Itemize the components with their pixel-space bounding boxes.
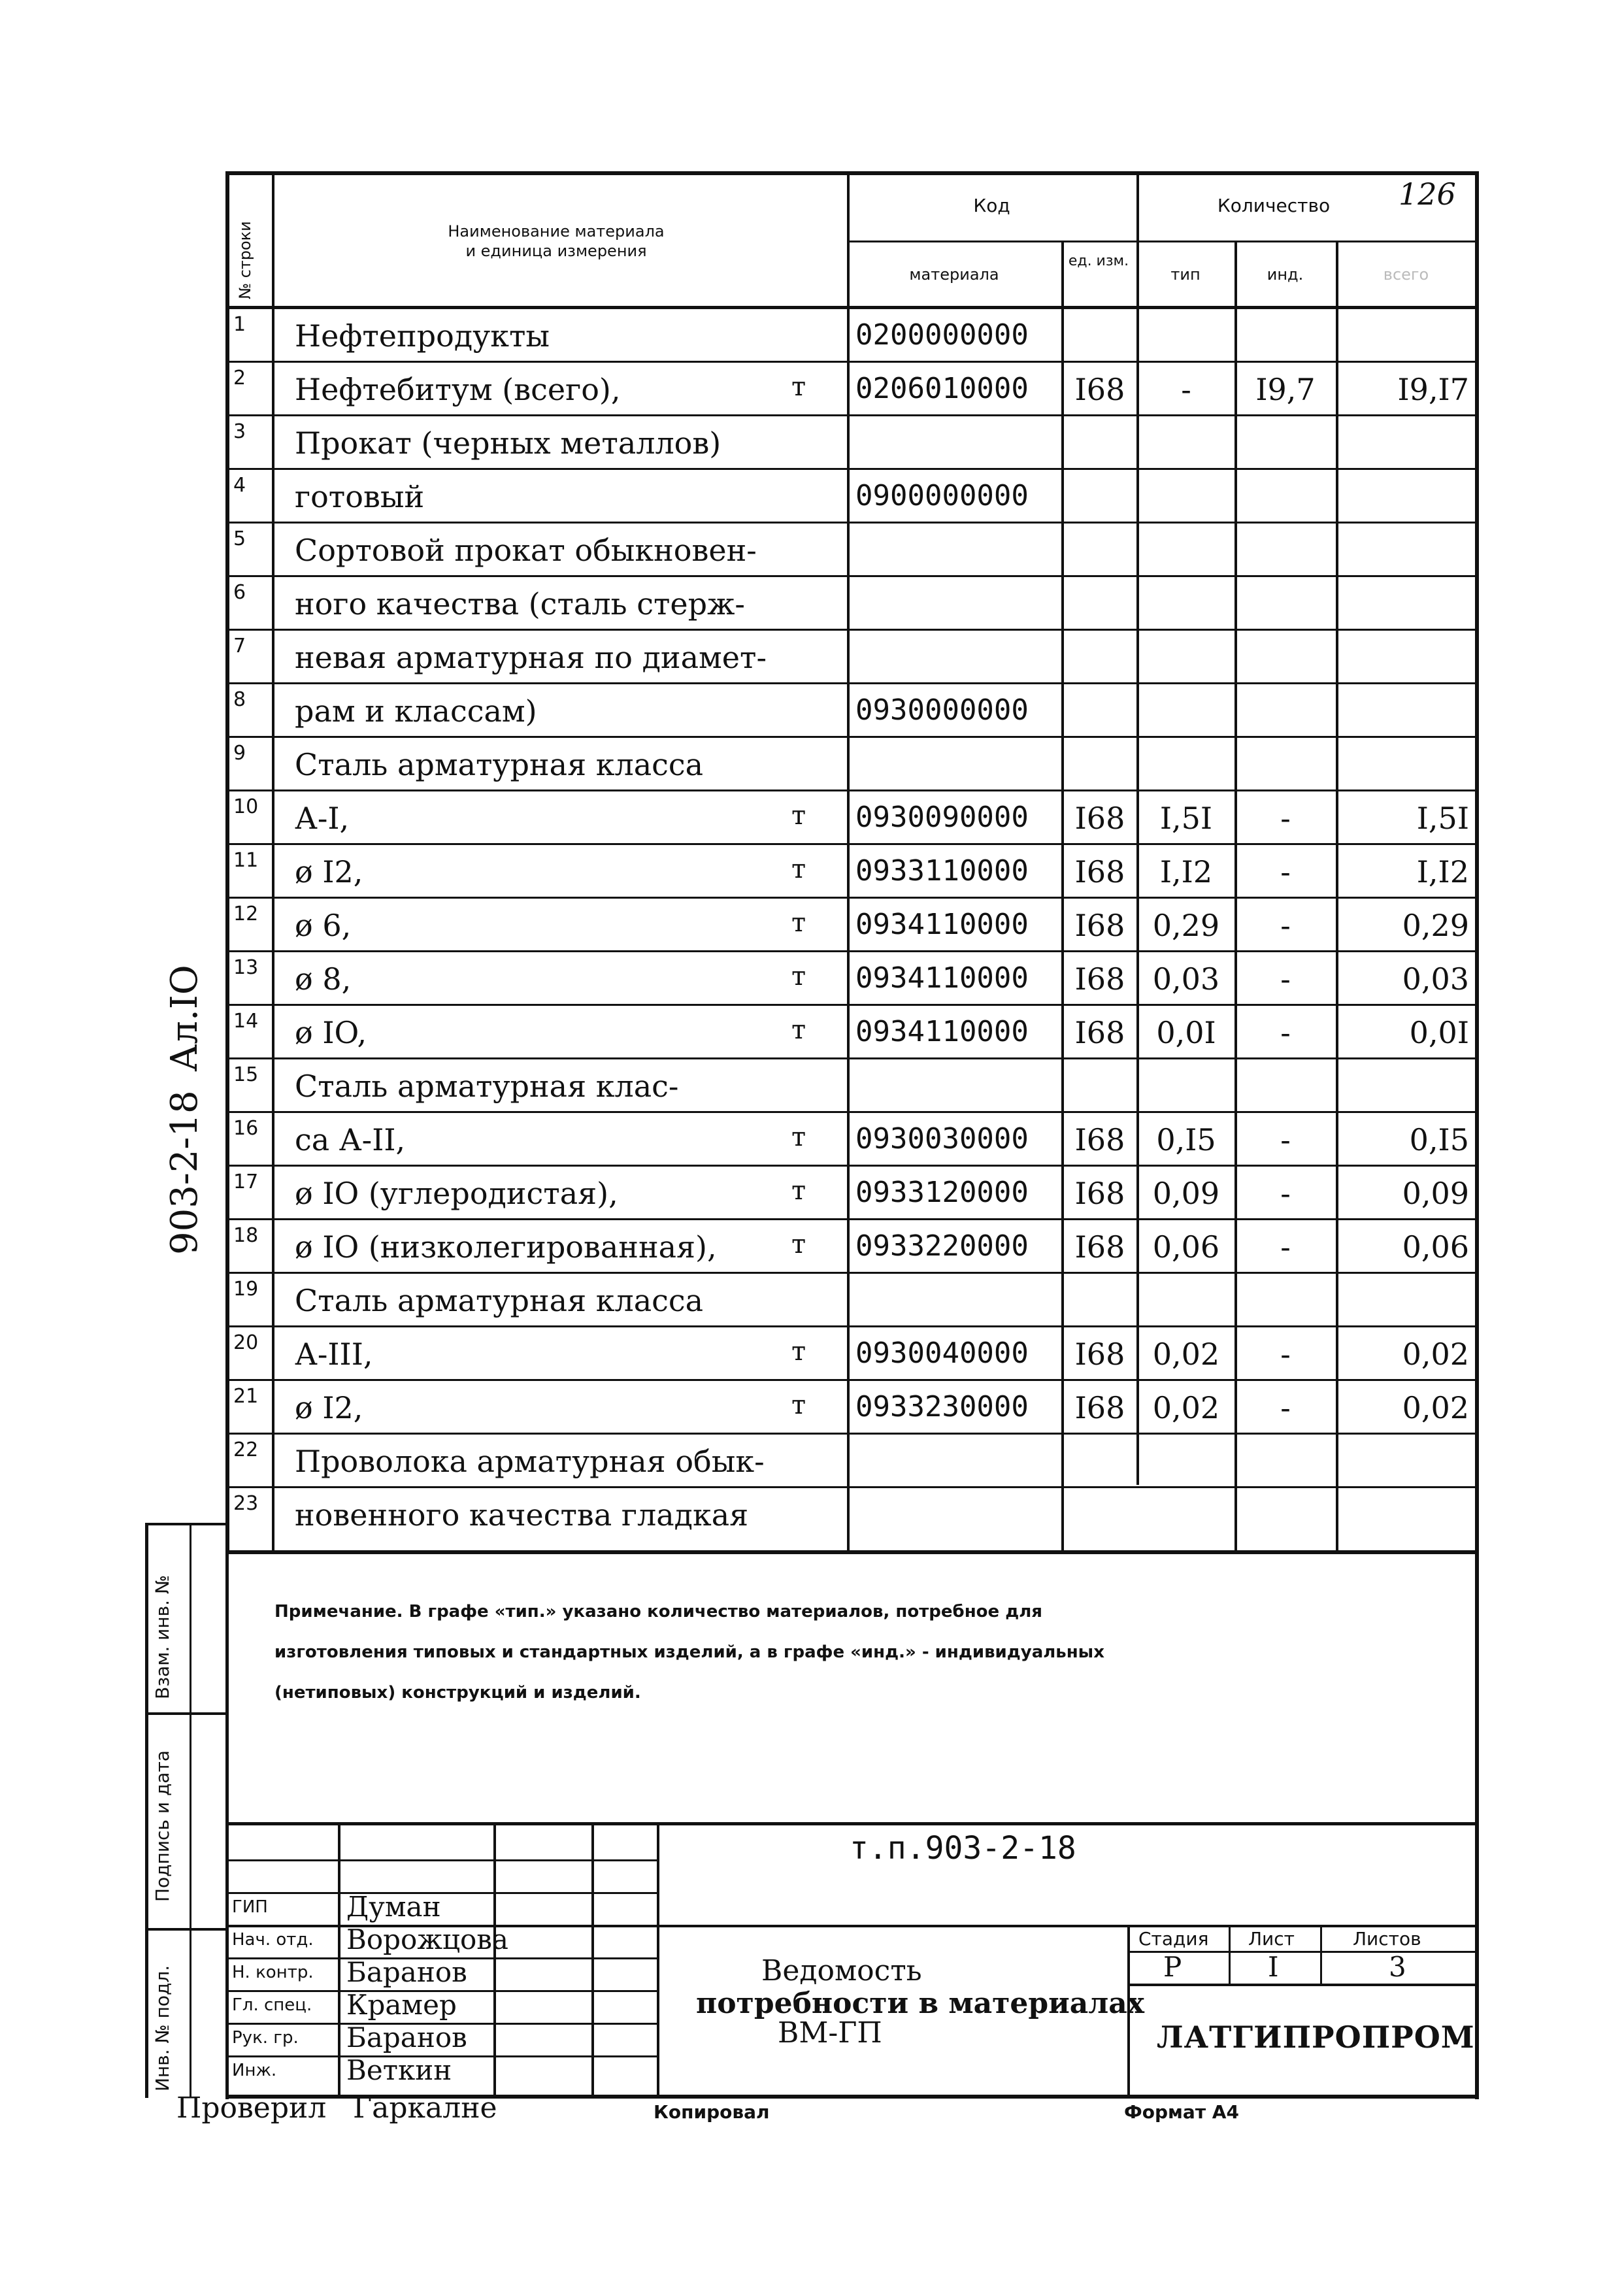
row-number: 15 [233, 1063, 259, 1086]
table-row [229, 1113, 1475, 1167]
stamp-person-name: Думан [346, 1891, 441, 1923]
note-line-1: Примечание. В графе «тип.» указано количество материалов, потребное для [274, 1602, 1042, 1621]
header-name-line1: Наименование материала [448, 222, 665, 241]
unit-label: т [791, 908, 806, 938]
qty-ind: - [1280, 801, 1291, 836]
stamp-organization: ЛАТГИПРОПРОМ [1157, 2020, 1475, 2055]
side-label-vzam: Взам. инв. № [152, 1574, 173, 1699]
qty-typ: 0,29 [1152, 908, 1220, 943]
table-row [229, 1059, 1475, 1113]
material-name: ø 6, [295, 908, 352, 943]
row-number: 3 [233, 420, 246, 443]
material-name: Сталь арматурная класса [295, 747, 704, 782]
material-name: Проволока арматурная обык- [295, 1444, 765, 1479]
stamp-stage-label: Стадия [1138, 1928, 1209, 1950]
qty-total: 0,03 [1402, 961, 1469, 997]
row-number: 21 [233, 1385, 259, 1408]
table-row [229, 738, 1475, 791]
qty-ind: - [1280, 1176, 1291, 1211]
row-number: 13 [233, 956, 259, 979]
header-name-line2: и единица измерения [465, 242, 647, 260]
table-row [229, 631, 1475, 684]
qty-ind: - [1280, 1229, 1291, 1265]
material-name: А-III, [295, 1337, 373, 1372]
table-row [229, 577, 1475, 631]
note-block [274, 1591, 1385, 1713]
header-typ: тип [1170, 265, 1201, 284]
unit-code: I68 [1074, 1337, 1125, 1372]
row-number: 7 [233, 635, 246, 657]
table-row [229, 1488, 1475, 1542]
materials-table [225, 171, 1479, 1554]
table-row [229, 1381, 1475, 1435]
qty-ind: - [1280, 908, 1291, 943]
stamp-role: Н. контр. [232, 1963, 314, 1982]
unit-label: т [791, 1122, 806, 1152]
stamp-person-name: Баранов [346, 1956, 467, 1988]
unit-code: I68 [1074, 1390, 1125, 1425]
material-code: 0200000000 [855, 318, 1029, 352]
material-code: 0934110000 [855, 961, 1029, 995]
table-row [229, 309, 1475, 363]
table-row [229, 845, 1475, 899]
row-number: 2 [233, 367, 246, 390]
header-row-no: № строки [236, 221, 254, 299]
row-number: 12 [233, 903, 259, 925]
table-row [229, 791, 1475, 845]
material-name: готовый [295, 479, 425, 514]
qty-ind: - [1280, 1390, 1291, 1425]
unit-label: т [791, 1337, 806, 1367]
qty-total: 0,I5 [1409, 1122, 1469, 1157]
header-material: материала [909, 265, 999, 284]
note-line-2: изготовления типовых и стандартных изделий, а в графе «инд.» - индивидуальных [274, 1642, 1104, 1662]
qty-typ: 0,02 [1152, 1337, 1220, 1372]
checked-label: Проверил [176, 2091, 327, 2125]
side-label-inv: Инв. № подл. [152, 1965, 173, 2091]
material-name: ø IO (низколегированная), [295, 1229, 717, 1265]
table-row [229, 1220, 1475, 1274]
qty-typ: 0,0I [1156, 1015, 1216, 1050]
row-number: 10 [233, 795, 259, 818]
qty-ind: - [1280, 1337, 1291, 1372]
row-number: 5 [233, 527, 246, 550]
table-row [229, 899, 1475, 952]
header-total: всего [1383, 265, 1429, 284]
qty-total: 0,29 [1402, 908, 1469, 943]
row-number: 18 [233, 1224, 259, 1247]
material-name: ø I2, [295, 854, 363, 889]
stamp-sheets: 3 [1389, 1951, 1406, 1983]
qty-total: I,I2 [1416, 854, 1469, 889]
format-label: Формат А4 [1124, 2101, 1239, 2123]
stamp-person-name: Ворожцова [346, 1923, 508, 1955]
unit-code: I68 [1074, 854, 1125, 889]
unit-code: I68 [1074, 908, 1125, 943]
row-number: 19 [233, 1278, 259, 1301]
stamp-doc-code: т.п.903-2-18 [850, 1830, 1076, 1867]
header-quantity: Количество [1217, 195, 1331, 216]
qty-typ: 0,03 [1152, 961, 1220, 997]
material-name: са А-II, [295, 1122, 406, 1157]
row-number: 11 [233, 849, 259, 872]
qty-ind: - [1280, 1122, 1291, 1157]
stamp-title-line-2: потребности в материалах [696, 1987, 1145, 2020]
stamp-title-line-1: Ведомость [761, 1954, 922, 1987]
material-code: 0934110000 [855, 1015, 1029, 1048]
unit-code: I68 [1074, 1176, 1125, 1211]
unit-label: т [791, 1176, 806, 1206]
material-code: 0930040000 [855, 1337, 1029, 1370]
material-code: 0933230000 [855, 1390, 1029, 1423]
material-code: 0900000000 [855, 479, 1029, 512]
unit-label: т [791, 854, 806, 884]
material-name: ного качества (сталь стерж- [295, 586, 745, 622]
unit-code: I68 [1074, 1015, 1125, 1050]
unit-code: I68 [1074, 801, 1125, 836]
material-name: Нефтебитум (всего), [295, 372, 621, 407]
material-code: 0930000000 [855, 693, 1029, 727]
header-ind: инд. [1267, 265, 1304, 284]
qty-typ: I,5I [1159, 801, 1213, 836]
stamp-role: Нач. отд. [232, 1930, 314, 1950]
material-code: 0206010000 [855, 372, 1029, 405]
material-name: ø 8, [295, 961, 352, 997]
qty-ind: I9,7 [1255, 372, 1316, 407]
qty-total: 0,06 [1402, 1229, 1469, 1265]
header-code: Код [973, 195, 1010, 216]
material-code: 0933120000 [855, 1176, 1029, 1209]
row-number: 17 [233, 1171, 259, 1193]
qty-ind: - [1280, 854, 1291, 889]
unit-label: т [791, 1390, 806, 1420]
row-number: 14 [233, 1010, 259, 1033]
side-project-code: 903-2-18 [163, 1090, 206, 1255]
stamp-role: Гл. спец. [232, 1995, 312, 2015]
material-name: Нефтепродукты [295, 318, 550, 354]
qty-total: I,5I [1416, 801, 1469, 836]
stamp-person-name: Баранов [346, 2021, 467, 2053]
material-name: А-I, [295, 801, 350, 836]
stamp-sheet: I [1268, 1951, 1279, 1983]
row-number: 9 [233, 742, 246, 765]
material-code: 0930030000 [855, 1122, 1029, 1155]
unit-code: I68 [1074, 372, 1125, 407]
table-row [229, 470, 1475, 524]
material-name: рам и классам) [295, 693, 537, 729]
row-number: 6 [233, 581, 246, 604]
unit-label: т [791, 961, 806, 991]
qty-total: 0,02 [1402, 1390, 1469, 1425]
qty-typ: 0,I5 [1156, 1122, 1216, 1157]
qty-typ: 0,02 [1152, 1390, 1220, 1425]
checked-name: Гаркалне [353, 2091, 497, 2125]
row-number: 4 [233, 474, 246, 497]
stamp-sheet-label: Лист [1248, 1928, 1295, 1950]
qty-typ: - [1181, 372, 1191, 407]
stamp-title-line-3: ВМ-ГП [778, 2016, 882, 2050]
table-row [229, 416, 1475, 470]
row-number: 1 [233, 313, 246, 336]
stamp-role: Рук. гр. [232, 2028, 299, 2048]
copied-label: Копировал [654, 2101, 770, 2123]
unit-label: т [791, 372, 806, 402]
qty-total: 0,02 [1402, 1337, 1469, 1372]
material-name: ø I2, [295, 1390, 363, 1425]
material-name: ø IO, [295, 1015, 367, 1050]
unit-code: I68 [1074, 961, 1125, 997]
stamp-role: ГИП [232, 1897, 268, 1917]
qty-ind: - [1280, 1015, 1291, 1050]
table-row [229, 1435, 1475, 1488]
material-code: 0934110000 [855, 908, 1029, 941]
qty-typ: 0,06 [1152, 1229, 1220, 1265]
note-line-3: (нетиповых) конструкций и изделий. [274, 1683, 641, 1703]
qty-typ: I,I2 [1159, 854, 1213, 889]
unit-code: I68 [1074, 1229, 1125, 1265]
material-name: Сортовой прокат обыкновен- [295, 533, 757, 568]
table-row [229, 1167, 1475, 1220]
table-row [229, 952, 1475, 1006]
side-label-podpis: Подпись и дата [152, 1750, 173, 1902]
stamp-role: Инж. [232, 2061, 277, 2080]
table-row [229, 524, 1475, 577]
row-number: 8 [233, 688, 246, 711]
stamp-person-name: Веткин [346, 2054, 452, 2086]
table-row [229, 684, 1475, 738]
qty-total: 0,0I [1409, 1015, 1469, 1050]
header-unit-code: ед. изм. [1068, 253, 1129, 269]
material-name: Прокат (черных металлов) [295, 425, 721, 461]
material-code: 0930090000 [855, 801, 1029, 834]
unit-label: т [791, 1229, 806, 1259]
row-number: 23 [233, 1492, 259, 1515]
stamp-sheets-label: Листов [1353, 1928, 1421, 1950]
table-row [229, 1327, 1475, 1381]
table-row [229, 1274, 1475, 1327]
unit-label: т [791, 801, 806, 831]
page-number: 126 [1399, 176, 1456, 212]
table-row [229, 1006, 1475, 1059]
material-name: невая арматурная по диамет- [295, 640, 767, 675]
unit-label: т [791, 1015, 806, 1045]
row-number: 22 [233, 1438, 259, 1461]
unit-code: I68 [1074, 1122, 1125, 1157]
row-number: 20 [233, 1331, 259, 1354]
qty-total: 0,09 [1402, 1176, 1469, 1211]
qty-ind: - [1280, 961, 1291, 997]
qty-typ: 0,09 [1152, 1176, 1220, 1211]
qty-total: I9,I7 [1397, 372, 1469, 407]
side-album: Ал.IO [163, 965, 206, 1072]
material-name: Сталь арматурная класса [295, 1283, 704, 1318]
stamp-person-name: Крамер [346, 1989, 457, 2021]
material-code: 0933110000 [855, 854, 1029, 888]
table-row [229, 363, 1475, 416]
material-name: новенного качества гладкая [295, 1497, 749, 1533]
material-code: 0933220000 [855, 1229, 1029, 1263]
row-number: 16 [233, 1117, 259, 1140]
material-name: ø IO (углеродистая), [295, 1176, 618, 1211]
stamp-stage: Р [1163, 1951, 1182, 1983]
material-name: Сталь арматурная клас- [295, 1069, 679, 1104]
